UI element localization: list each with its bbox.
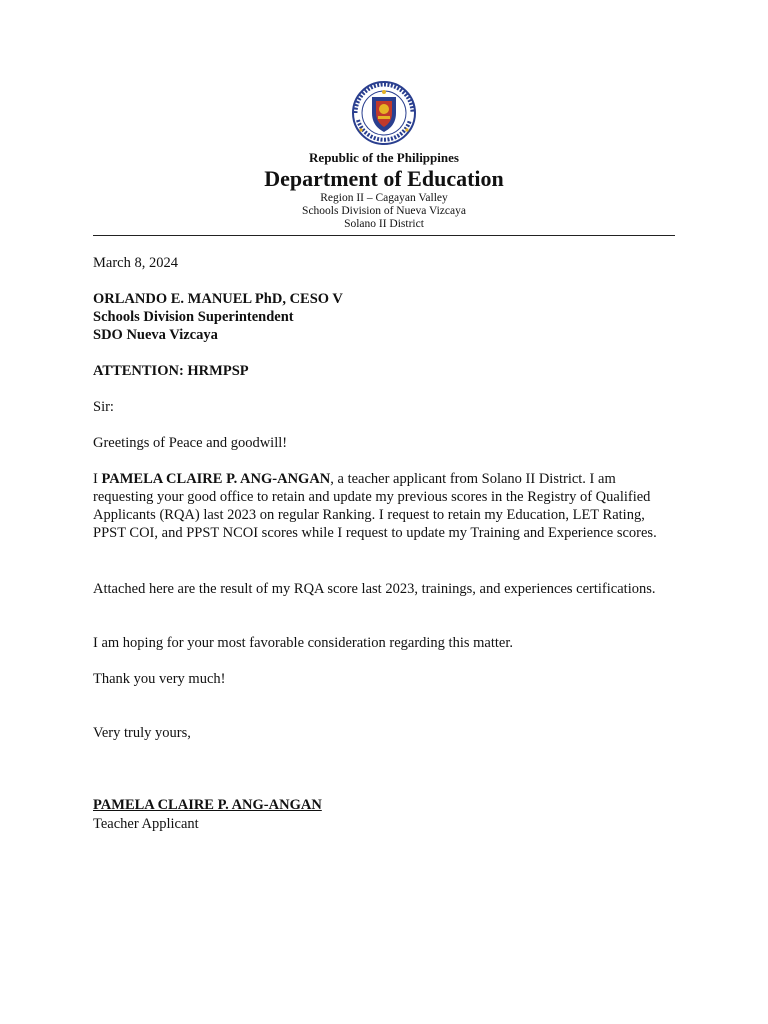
attachments-text: Attached here are the result of my RQA score last 2023, trainings, and experiences certifications. [93,581,656,597]
department-heading: Department of Education [264,166,504,191]
body-paragraph-attachments [93,580,673,598]
recipient-name: ORLANDO E. MANUEL PhD, CESO V [93,291,343,307]
letter-date: March 8, 2024 [93,255,178,271]
district-line: Solano II District [344,218,424,230]
recipient-title: Schools Division Superintendent [93,309,294,325]
consideration-line: I am hoping for your most favorable consideration regarding this matter. [93,635,513,651]
body-paragraph-request [93,470,673,542]
deped-seal-icon [347,80,421,146]
body-prefix: I [93,471,102,487]
region-line: Region II – Cagayan Valley [320,192,448,204]
body-request-text: , a teacher applicant from Solano II District. I am requesting your good office to retain and update my previous scores in the Registry of Qualified Applicants (RQA) last 2023 on regular Ranking. I request to retain my Education, LET Rating, PPST COI, and PPST NCOI scores while I request to update my Training and Experience scores. [93,471,657,541]
signatory-title: Teacher Applicant [93,816,199,832]
applicant-name-inline: PAMELA CLAIRE P. ANG-ANGAN [101,471,331,487]
division-line: Schools Division of Nueva Vizcaya [302,205,466,217]
recipient-office: SDO Nueva Vizcaya [93,327,218,343]
attention-line: ATTENTION: HRMPSP [93,363,249,379]
header-divider [93,235,675,236]
republic-heading: Republic of the Philippines [309,150,459,165]
signatory-name: PAMELA CLAIRE P. ANG-ANGAN [93,797,322,813]
thanks-line: Thank you very much! [93,671,226,687]
closing-line: Very truly yours, [93,725,191,741]
greeting: Greetings of Peace and goodwill! [93,435,288,451]
salutation: Sir: [93,399,114,415]
